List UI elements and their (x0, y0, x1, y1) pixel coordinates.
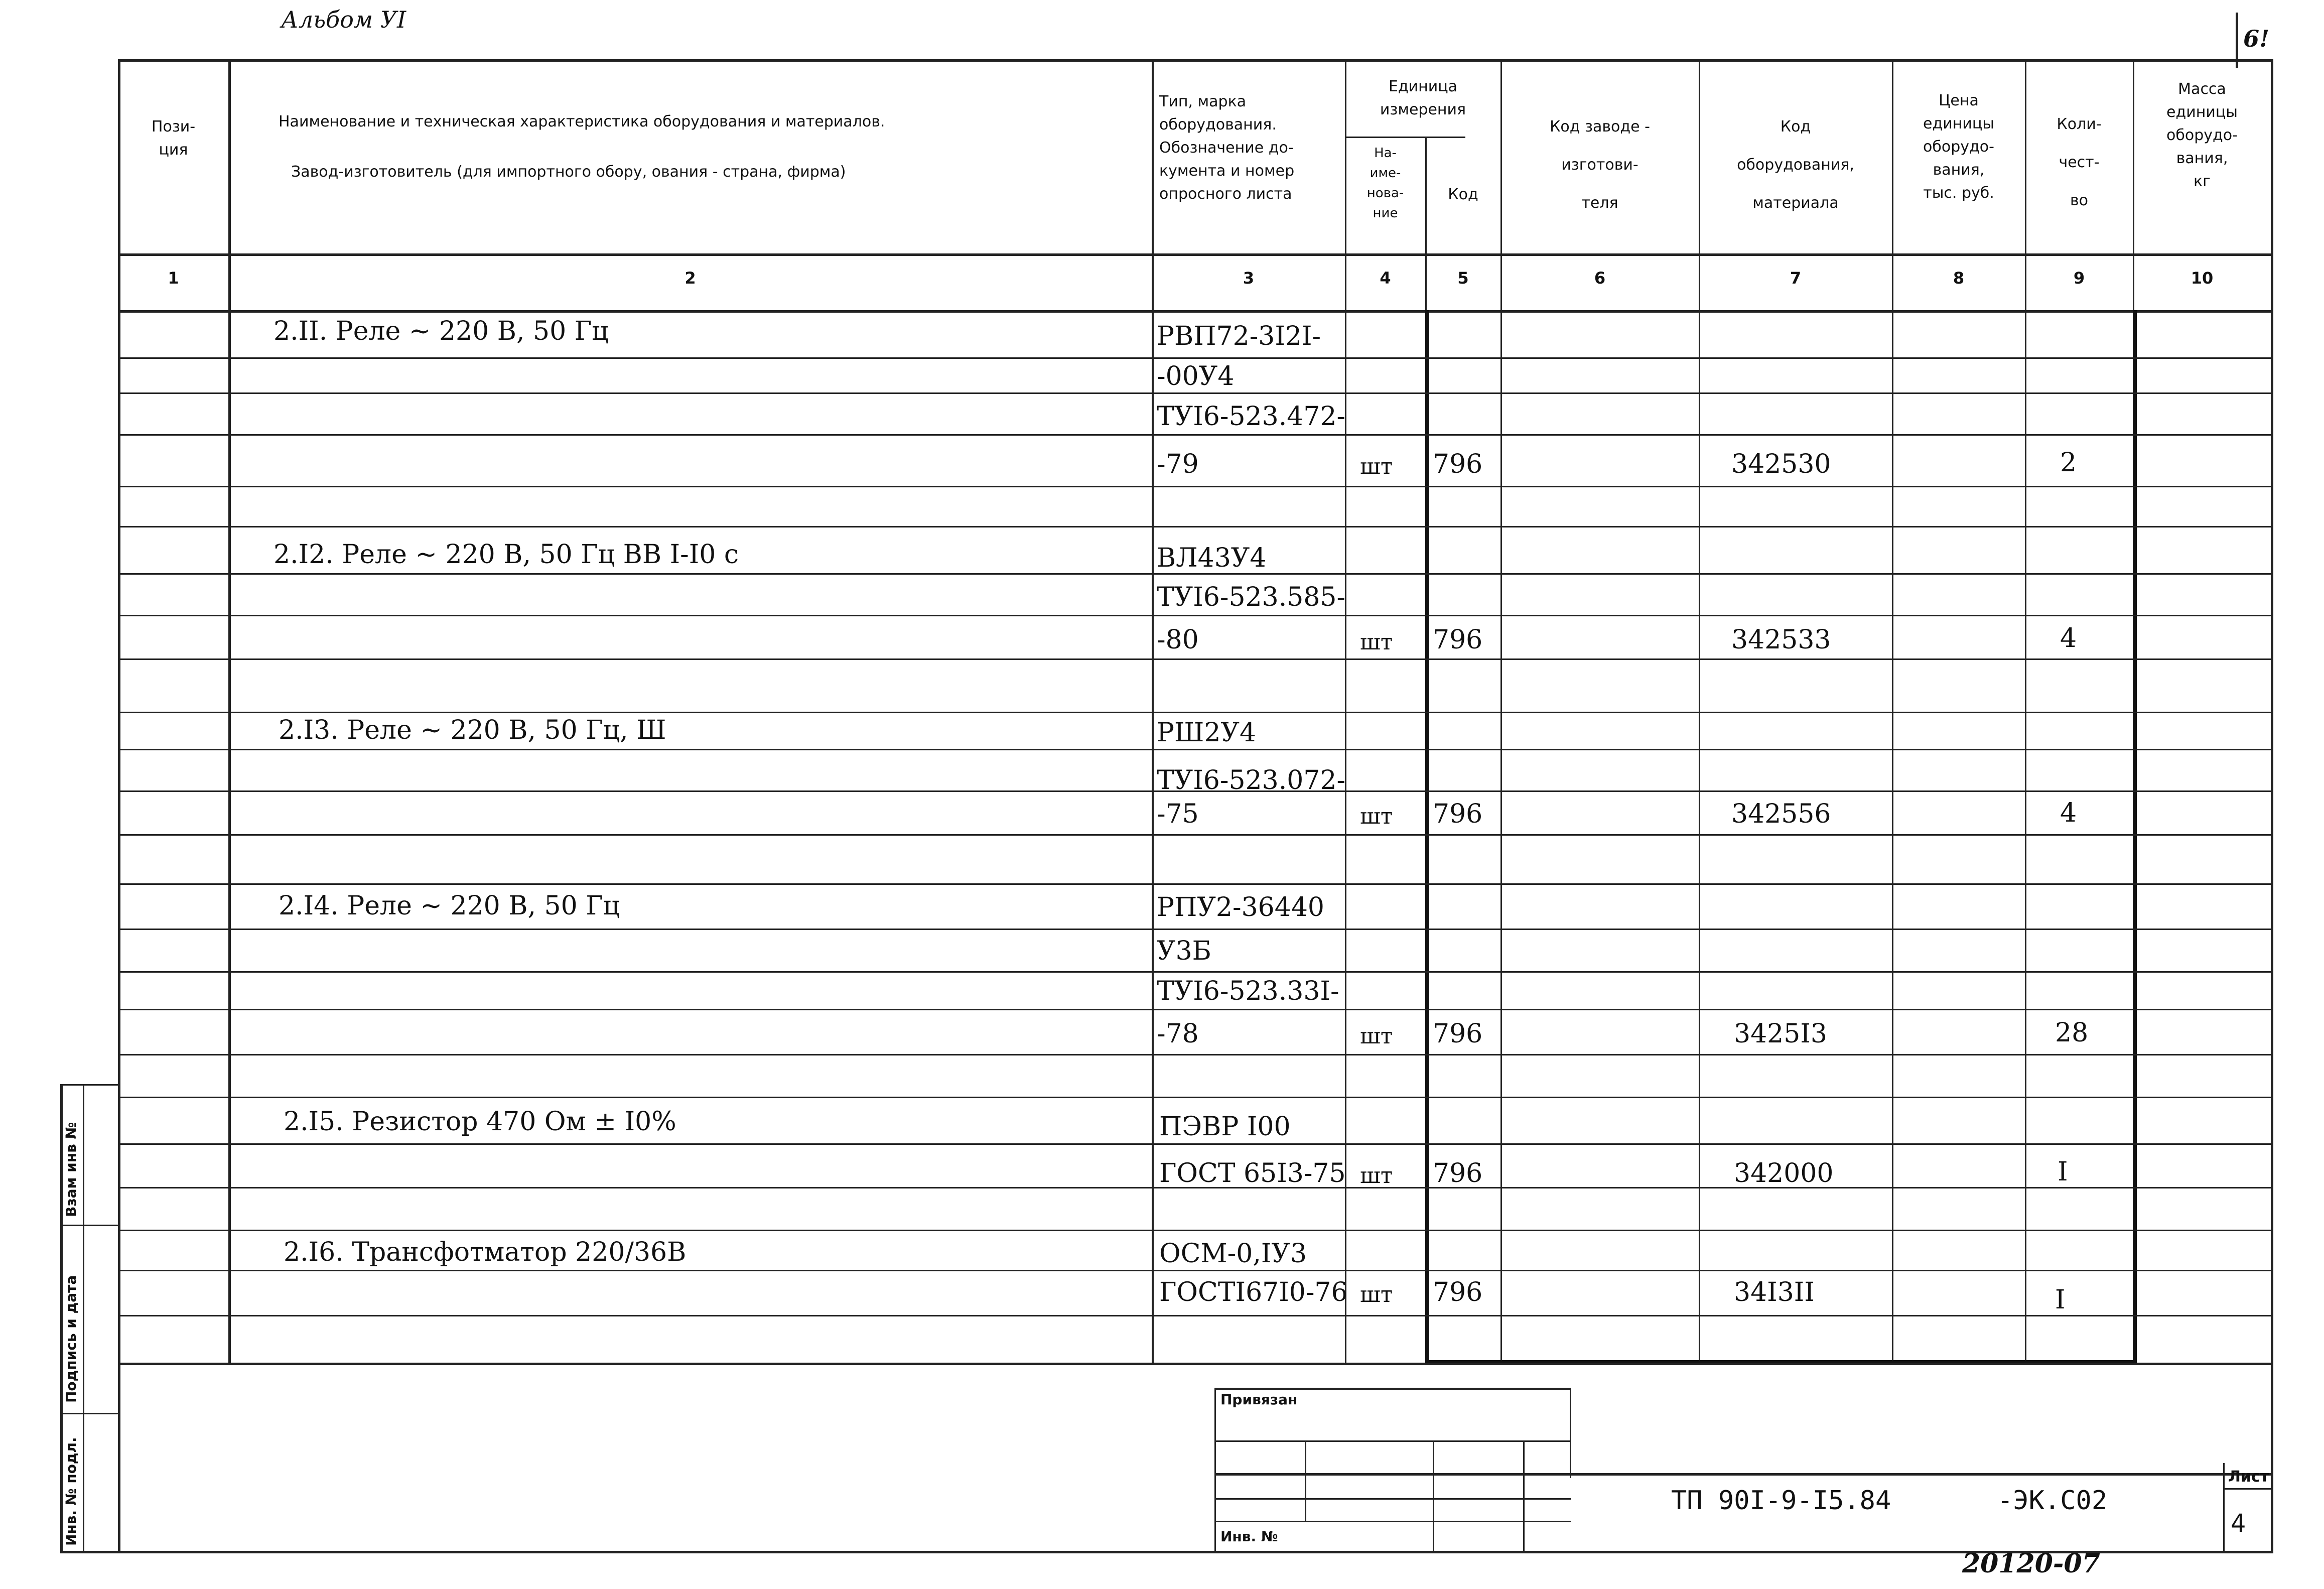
item-quantity: 4 (2060, 623, 2077, 653)
item-unit: шт (1360, 454, 1393, 479)
item-unit: шт (1360, 629, 1393, 655)
header-quantity: Коли- чест- во (2057, 115, 2102, 209)
item-code: 34I3II (1734, 1277, 1815, 1307)
item-quantity: I (2058, 1157, 2068, 1187)
item-code: 3425I3 (1734, 1019, 1827, 1049)
item-name: 2.I2. Реле ~ 220 В, 50 Гц ВВ I-I0 с (274, 540, 739, 570)
col-number-3: 3 (1243, 269, 1255, 288)
item-type-line: ТУI6-523.33I- (1157, 976, 1339, 1006)
side-inv-original: Инв. № подл. (63, 1437, 79, 1546)
album-note: Альбом УI (281, 6, 406, 33)
header-maker-code: Код заводе - изготови- теля (1550, 118, 1650, 212)
item-unit: шт (1360, 1023, 1393, 1049)
header-unit-code: Код (1448, 186, 1478, 203)
header-price: Цена единицы оборудо- вания, тыс. руб. (1923, 92, 1994, 202)
footer-archive-number: 20120-07 (1962, 1548, 2100, 1579)
item-type-line: -00У4 (1157, 361, 1235, 391)
item-name: 2.I4. Реле ~ 220 В, 50 Гц (279, 891, 620, 921)
item-type-line: ТУI6-523.585- (1157, 582, 1346, 612)
item-type-line: ГОСТ 65I3-75 (1159, 1158, 1346, 1188)
item-unit-code: 796 (1433, 449, 1483, 479)
col-number-1: 1 (168, 269, 179, 288)
corner-page-mark: 6! (2243, 25, 2270, 52)
item-unit-code: 796 (1433, 1158, 1483, 1188)
item-quantity: I (2055, 1285, 2066, 1315)
item-name: 2.II. Реле ~ 220 В, 50 Гц (274, 316, 609, 346)
col-number-2: 2 (685, 269, 696, 288)
item-name: 2.I6. Трансфотматор 220/36В (284, 1237, 687, 1267)
item-type-line: -75 (1157, 799, 1199, 829)
col-number-9: 9 (2073, 269, 2085, 288)
col-number-4: 4 (1380, 269, 1391, 288)
col-number-7: 7 (1790, 269, 1802, 288)
item-type-line: -78 (1157, 1019, 1199, 1049)
item-quantity: 4 (2060, 798, 2077, 828)
header-name-line2: Завод-изготовитель (для импортного обору, ования - страна, фирма) (291, 163, 846, 181)
side-sign-date: Подпись и дата (63, 1275, 79, 1403)
col-number-6: 6 (1594, 269, 1606, 288)
item-type-line: ТУI6-523.472- (1157, 402, 1346, 432)
item-type-line: ВЛ43У4 (1157, 543, 1267, 573)
item-name: 2.I5. Резистор 470 Ом ± I0% (284, 1107, 676, 1137)
stamp-list-number: 4 (2231, 1509, 2246, 1538)
item-type-line: ТУI6-523.072- (1157, 765, 1346, 796)
header-name-line1: Наименование и техническая характеристика оборудования и материалов. (279, 113, 885, 130)
stamp-inv-no: Инв. № (1220, 1528, 1278, 1545)
header-mass: Масса единицы оборудо- вания, кг (2166, 80, 2238, 190)
item-type-line: -80 (1157, 625, 1199, 655)
item-quantity: 2 (2060, 448, 2077, 478)
item-unit: шт (1360, 1282, 1393, 1307)
item-unit-code: 796 (1433, 1277, 1483, 1307)
item-type-line: РВП72-3I2I- (1157, 321, 1321, 351)
col-number-8: 8 (1953, 269, 1965, 288)
item-type-line: ПЭВР I00 (1159, 1112, 1291, 1142)
header-equipment-code: Код оборудования, материала (1737, 118, 1854, 212)
col-number-10: 10 (2191, 269, 2214, 288)
item-unit: шт (1360, 1163, 1393, 1188)
item-unit-code: 796 (1433, 1019, 1483, 1049)
item-quantity: 28 (2055, 1018, 2089, 1048)
stamp-list-label: Лист (2228, 1468, 2269, 1486)
item-type-line: РШ2У4 (1157, 718, 1257, 748)
item-type-line: РПУ2-36440 (1157, 892, 1324, 922)
stamp-privyazan: Привязан (1220, 1391, 1298, 1408)
item-code: 342533 (1731, 625, 1831, 655)
side-inv-replace: Взам инв № (63, 1122, 79, 1217)
item-type-line: -79 (1157, 449, 1199, 479)
stamp-doc-code: ТП 90I-9-I5.84 (1671, 1486, 1891, 1516)
col-number-5: 5 (1457, 269, 1469, 288)
item-code: 342556 (1731, 799, 1831, 829)
item-unit-code: 796 (1433, 799, 1483, 829)
item-code: 342530 (1731, 449, 1831, 479)
header-unit: Единица измерения (1380, 78, 1466, 118)
item-unit: шт (1360, 804, 1393, 829)
item-code: 342000 (1734, 1158, 1834, 1188)
header-position: Пози- ция (151, 118, 196, 159)
stamp-doc-suffix: -ЭК.С02 (1997, 1486, 2108, 1516)
header-unit-name: На- име- нова- ние (1366, 146, 1404, 221)
item-unit-code: 796 (1433, 625, 1483, 655)
item-type-line: ОСМ-0,IУ3 (1159, 1239, 1307, 1269)
header-type: Тип, марка оборудования. Обозначение до- кумента и номер опросного листа (1159, 93, 1295, 203)
item-type-line: У3Б (1157, 936, 1211, 966)
item-name: 2.I3. Реле ~ 220 В, 50 Гц, Ш (279, 715, 666, 745)
item-type-line: ГОСТI67I0-76 (1159, 1277, 1348, 1307)
